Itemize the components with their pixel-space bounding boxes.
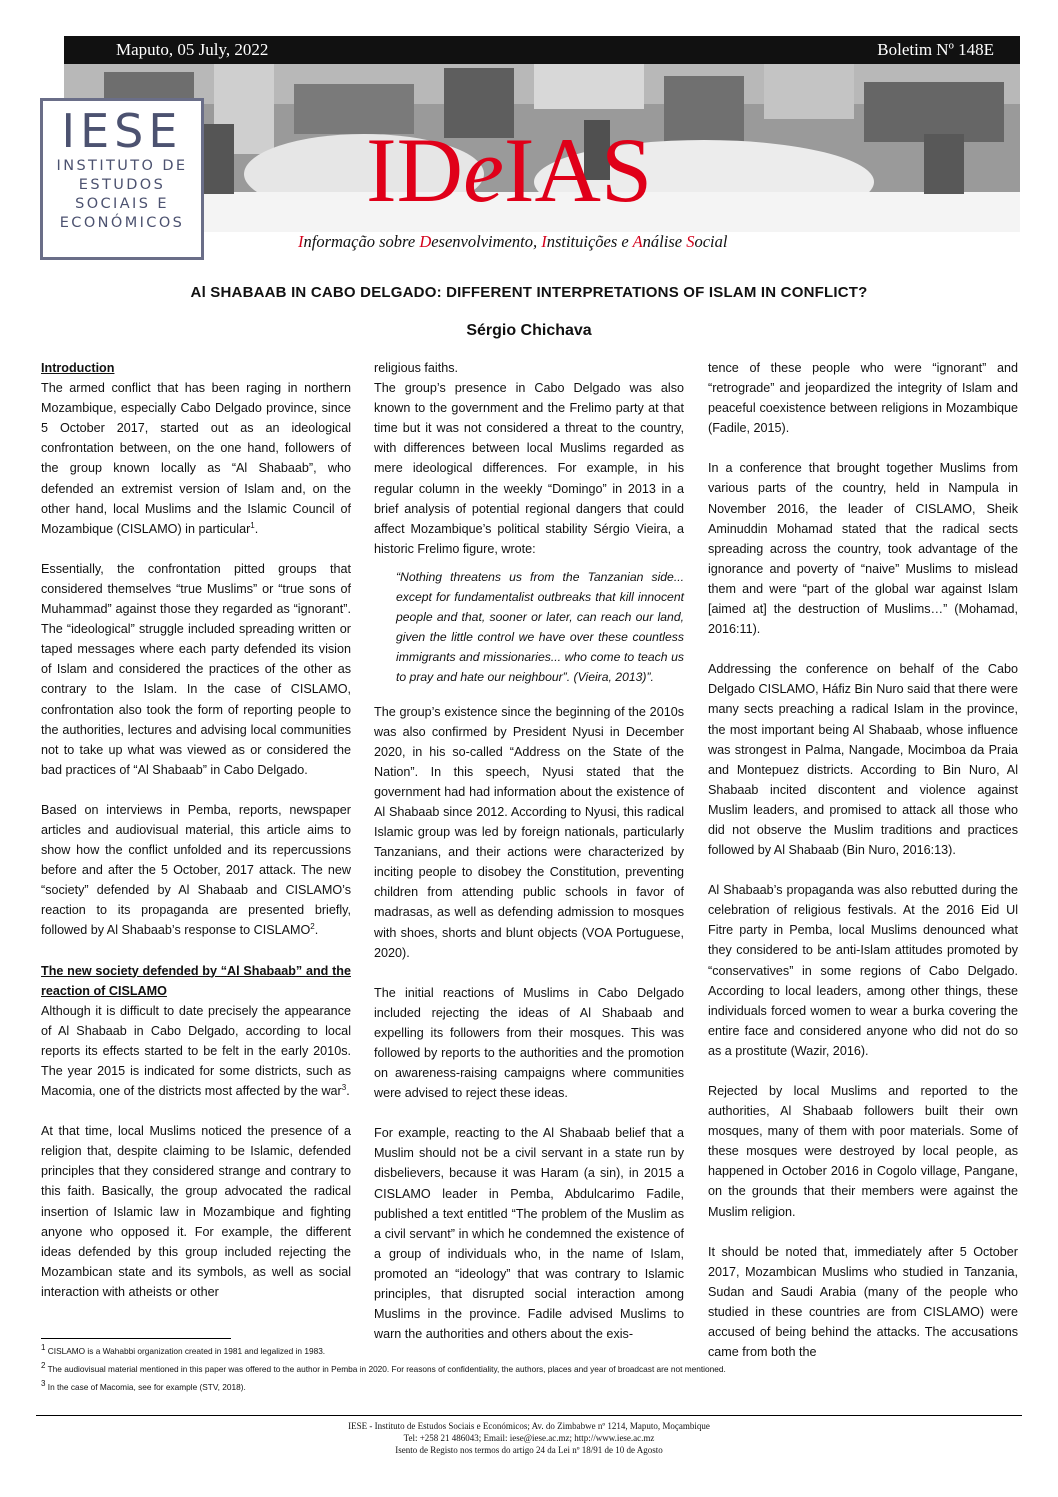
footnote-ref: 2 [310, 922, 315, 932]
page-footer [0, 1420, 1058, 1456]
tagline-letter: I [298, 232, 304, 251]
tagline-letter: D [419, 232, 432, 251]
tagline-text: nformação sobre [303, 232, 420, 251]
footnote-ref: 3 [341, 1082, 347, 1092]
section-heading: Introduction [41, 361, 115, 375]
footnote-divider [41, 1338, 231, 1339]
footnote-number: 2 [41, 1361, 46, 1371]
logo-line-4: ECONÓMICOS [59, 215, 185, 231]
paragraph: For example, reacting to the Al Shabaab belief that a Muslim should not be a civil servant in a state run by disbelievers, because it was Haram (a sin), in 2015 a CISLAMO leader in Pemba, Abdulcarimo Fadile, published a text entitled “The problem of the Muslim as a civil servant” in which he condemned the existence of a group of individuals who, in the name of Islam, promoted an “ideology” that was contrary to Islamic principles, that disrupted social interaction among Muslims in the province. Fadile advised Muslims to warn the authorities and others about the exis- [374, 1126, 684, 1342]
paragraph: The group’s presence in Cabo Delgado was also known to the government and the Frelimo party at that time but it was not considered a threat to the country, with differences between local Muslims regarded as mere ideological differences. For example, in his regular column in the weekly “Domingo” in 2013 in a brief analysis of potential regional dangers that could affect Mozambique’s political stability Sérgio Vieira, a historic Frelimo figure, wrote: [374, 381, 684, 556]
text-column-3 [708, 358, 1018, 1362]
footer-address: IESE - Instituto de Estudos Sociais e Económicos; Av. do Zimbabwe nº 1214, Maputo, Moçambique [348, 1421, 710, 1431]
tagline-text: nstituições e [546, 232, 633, 251]
logo-line-2: ESTUDOS [78, 177, 166, 193]
bulletin-number: Boletim Nº 148E [877, 40, 994, 59]
footer-divider [36, 1415, 1022, 1416]
logo-line-3: SOCIAIS E [75, 196, 169, 212]
tagline-text: nálise [642, 232, 687, 251]
tagline-text: ocial [694, 232, 728, 251]
masthead-tagline [298, 232, 727, 252]
paragraph: At that time, local Muslims noticed the presence of a religion that, despite claiming to be Islamic, defended principles that they considered strange and contrary to this faith. Basically, the group advocated the radical insertion of Islamic law in Mozambique and fighting anyone who opposed it. For example, the different ideas defended by this group included rejecting the Mozambican state and its symbols, as well as social interaction with atheists or other [41, 1124, 351, 1299]
masthead-part-1: ID [366, 119, 464, 221]
paragraph: The group’s existence since the beginning of the 2010s was also confirmed by President Nyusi in December 2020, in his so-called “Address on the State of the Nation”. In this speech, Nyusi stated that the government had had information about the existence of Al Shabaab since 2012. According to Nyusi, this radical Islamic group was led by foreign nationals, particularly Tanzanians, and their actions were characterized by inciting people to disobey the Constitution, preventing children from attending public schools in favor of madrasas, as well as defending admission to mosques with shoes, shorts and blunt objects (VOA Portuguese, 2020). [374, 704, 684, 960]
text-column-1 [41, 358, 351, 1302]
footnote [41, 1342, 1021, 1360]
masthead-title [366, 120, 652, 220]
article-author: Sérgio Chichava [466, 322, 592, 339]
footnotes [41, 1342, 1021, 1396]
footnote-text: The audiovisual material mentioned in this paper was offered to the author in Pemba in 2020. For reasons of confidentiality, the authors, places and year of broadcast are not mentioned. [47, 1364, 726, 1374]
paragraph: Addressing the conference on behalf of the Cabo Delgado CISLAMO, Háfiz Bin Nuro said that there were many sects preaching a radical Islam in the province, the most important being Al Shabaab, whose influence was strongest in Palma, Nangade, Mocimboa da Praia and Montepuez districts. According to Bin Nuro, Al Shabaab incited discontent and violence against Muslim leaders, and promised to attack all those who did not observe the Muslim traditions and practices followed by Al Shabaab (Bin Nuro, 2016:13). [708, 662, 1018, 858]
paragraph-text: The armed conflict that has been raging in northern Mozambique, especially Cabo Delgado province, since 5 October 2017, started out as an ideological confrontation between, on the one hand, followers of the group known locally as “Al Shabaab”, who defended an extremist version of Islam and, on the other hand, local Muslims and the Islamic Council of Mozambique (CISLAMO) in particular [41, 381, 351, 536]
footnote-number: 1 [41, 1343, 46, 1353]
tagline-letter: I [541, 232, 547, 251]
paragraph: It should be noted that, immediately after 5 October 2017, Mozambican Muslims who studied in Tanzania, Sudan and Saudi Arabia (many of the people who studied in these countries are from CISLAMO) were accused of being behind the attacks. The accusations came from both the [708, 1244, 1018, 1360]
paragraph [41, 378, 351, 539]
paragraph: Essentially, the confrontation pitted groups that considered themselves “true Muslims” or “true sons of Muhammad” against those they regarded as “ignorant”. The “ideological” struggle included spreading written or taped messages where each party defended its vision of Islam and considered the practices of the other as contrary to the Islam. In the case of CISLAMO, confrontation also took the form of reporting people to the authorities, lectures and advising local communities not to take up what was viewed as or considered the bad practices of “Al Shabaab” in Cabo Delgado. [41, 561, 351, 777]
section-heading: The new society defended by “Al Shabaab” and the reaction of CISLAMO [41, 963, 351, 998]
footnote [41, 1378, 1021, 1396]
paragraph: The initial reactions of Muslims in Cabo Delgado included rejecting the ideas of Al Shabaab and expelling its followers from their mosques. This was followed by reports to the authorities and the promotion on awareness-raising campaigns where communities were advised to reject these ideas. [374, 985, 684, 1101]
paragraph: Rejected by local Muslims and reported to the authorities, Al Shabaab followers built their own mosques, many of them with poor materials. Some of these mosques were destroyed by local people, as happened in October 2016 in Cogolo village, Pangane, on the grounds that their members were against the Muslim religion. [708, 1084, 1018, 1219]
paragraph-text: Although it is difficult to date precisely the appearance of Al Shabaab in Cabo Delgado, according to local reports its effects started to be felt in the early 2010s. The year 2015 is indicated for some districts, such as Macomia, one of the districts most affected by the war [41, 1003, 351, 1099]
footnote [41, 1360, 1021, 1378]
paragraph: tence of these people who were “ignorant” and “retrograde” and jeopardized the integrity of Islam and peaceful coexistence between religions in Mozambique (Fadile, 2015). [708, 361, 1018, 436]
paragraph-text: Based on interviews in Pemba, reports, newspaper articles and audiovisual material, this article aims to show how the conflict unfolded and its repercussions before and after the 5 October, 2017 attack. The new “society” defended by Al Shabaab and CISLAMO’s reaction to its propaganda are presented briefly, followed by Al Shabaab’s response to CISLAMO [41, 802, 351, 938]
text-column-2 [374, 358, 684, 1344]
paragraph-text: . [314, 923, 319, 938]
paragraph-text: . [254, 521, 259, 536]
masthead-part-2: e [463, 119, 504, 221]
logo-line-1: INSTITUTO DE [56, 158, 188, 174]
masthead-part-3: IAS [503, 119, 653, 221]
paragraph-text: . [346, 1084, 350, 1099]
footnote-text: CISLAMO is a Wahabbi organization created in 1981 and legalized in 1983. [47, 1346, 326, 1356]
tagline-letter: A [632, 232, 643, 251]
footnote-ref: 1 [250, 520, 255, 530]
iese-logo [40, 98, 204, 260]
paragraph: Al Shabaab’s propaganda was also rebutted during the celebration of religious festivals. At the 2016 Eid Ul Fitre party in Pemba, local Muslims denounced what they considered to be anti-Islam attitudes promoted by “conservatives” in some regions of Cabo Delgado. According to local leaders, among other things, these individuals forced women to wear a burka covering the entire face and considered anyone who did not do so as a prostitute (Wazir, 2016). [708, 883, 1018, 1058]
article-title: Al SHABAAB IN CABO DELGADO: DIFFERENT INTERPRETATIONS OF ISLAM IN CONFLICT? [190, 284, 868, 301]
block-quote: “Nothing threatens us from the Tanzanian side... except for fundamentalist outbreaks that kill innocent people and that, sooner or later, can reach our land, given the little control we have over these countless immigrants and missionaries... who come to teach us to pray and hate our neighbour”. (Vieira, 2013)”. [396, 569, 684, 685]
logo-acronym: IESE [61, 104, 183, 158]
paragraph: religious faiths. [374, 361, 458, 375]
tagline-letter: S [686, 232, 695, 251]
tagline-text: esenvolvimento, [431, 232, 542, 251]
footer-registration: Isento de Registo nos termos do artigo 24 da Lei nº 18/91 de 10 de Agosto [395, 1445, 663, 1455]
top-bar [64, 36, 1020, 64]
footer-contact: Tel: +258 21 486043; Email: iese@iese.ac.mz; http://www.iese.ac.mz [403, 1433, 655, 1443]
paragraph: In a conference that brought together Muslims from various parts of the country, held in Nampula in November 2016, the leader of CISLAMO, Sheik Aminuddin Mohamad stated that the radical sects spreading across the country, took advantage of the ignorance and poverty of “naive” Muslims to mislead them and were “part of the global war against Islam [aimed at] the destruction of Muslims…” (Mohamad, 2016:11). [708, 461, 1018, 637]
publication-date: Maputo, 05 July, 2022 [116, 40, 269, 59]
paragraph [41, 1001, 351, 1101]
footnote-number: 3 [41, 1379, 46, 1389]
footnote-text: In the case of Macomia, see for example (STV, 2018). [47, 1382, 246, 1392]
paragraph [41, 800, 351, 941]
